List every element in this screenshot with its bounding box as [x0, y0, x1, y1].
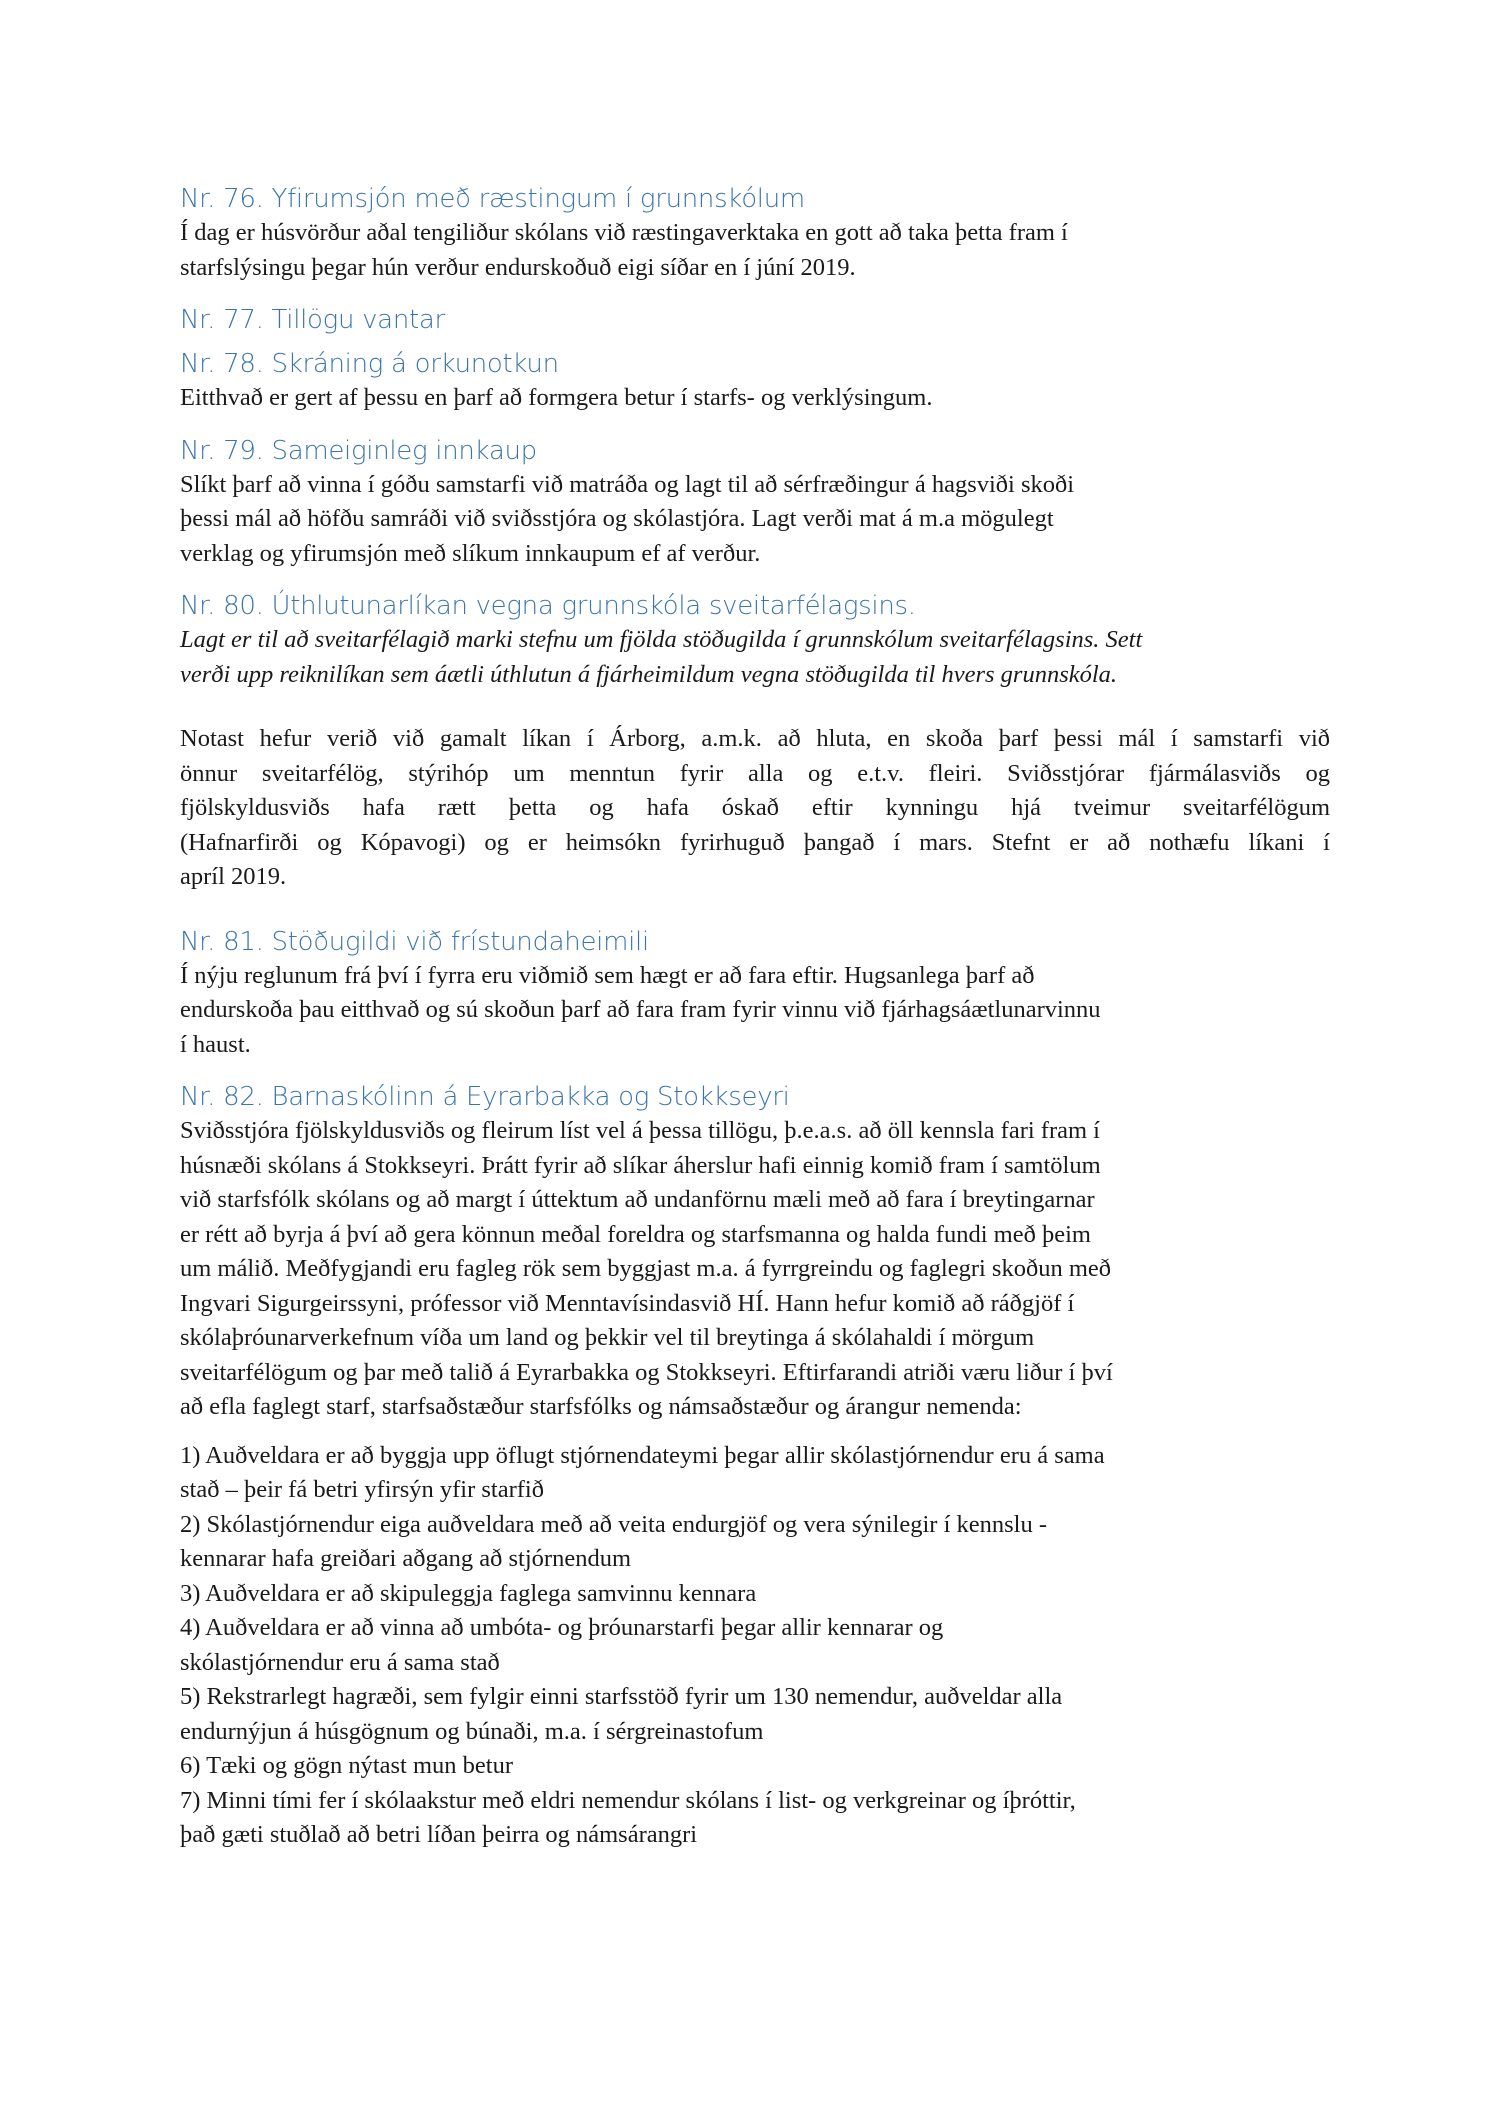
section-76-line-2: starfslýsingu þegar hún verður endurskoðuð eigi síðar en í júní 2019.	[180, 253, 856, 281]
section-82-line-3: við starfsfólk skólans og að margt í úttektum að undanförnu mæli með að fara í breytingarnar	[180, 1186, 1095, 1213]
numbered-list	[180, 1439, 1330, 1853]
list-item-7-line-2: það gæti stuðlað að betri líðan þeirra og námsárangri	[180, 1821, 698, 1848]
section-80-proposal-line-2: verði upp reiknilíkan sem áætli úthlutun á fjárheimildum vegna stöðugilda til hvers grunnskóla.	[180, 660, 1118, 688]
section-82-line-8: sveitarfélögum og þar með talið á Eyrarbakka og Stokkseyri. Eftirfarandi atriði væru liður í því	[180, 1358, 1113, 1386]
list-item-2-line-1: 2) Skólastjórnendur eiga auðveldara með að veita endurgjöf og vera sýnilegir í kennslu -	[180, 1510, 1047, 1538]
spacer	[180, 1425, 1330, 1439]
list-item-6	[180, 1749, 1330, 1784]
section-82-line-7: skólaþróunarverkefnum víða um land og þekkir vel til breytinga á skólahaldi í mörgum	[180, 1324, 1035, 1351]
list-item-1	[180, 1439, 1330, 1508]
section-79-line-2: þessi mál að höfðu samráði við sviðsstjóra og skólastjóra. Lagt verði mat á m.a mögulegt	[180, 505, 1054, 532]
list-item-1-line-1: 1) Auðveldara er að byggja upp öflugt stjórnendateymi þegar allir skólastjórnendur eru á sama	[180, 1441, 1105, 1469]
section-82-line-4: er rétt að byrja á því að gera könnun meðal foreldra og starfsmanna og halda fundi með þeim	[180, 1220, 1091, 1248]
list-item-5	[180, 1680, 1330, 1749]
section-82-line-1: Sviðsstjóra fjölskyldusviðs og fleirum líst vel á þessa tillögu, þ.e.a.s. að öll kennsla fari fram í	[180, 1117, 1100, 1144]
list-item-4-line-1: 4) Auðveldara er að vinna að umbóta- og þróunarstarfi þegar allir kennarar og	[180, 1614, 944, 1641]
section-81-line-1: Í nýju reglunum frá því í fyrra eru viðmið sem hægt er að fara eftir. Hugsanlega þarf að	[180, 961, 1035, 989]
section-heading-80: Nr. 80. Úthlutunarlíkan vegna grunnskóla sveitarfélagsins.	[180, 591, 916, 621]
list-item-3-line-1: 3) Auðveldara er að skipuleggja faglega samvinnu kennara	[180, 1579, 757, 1607]
section-80-line-1: Notast hefur verið við gamalt líkan í Árborg, a.m.k. að hluta, en skoða þarf þessi mál í samstarfi við	[180, 725, 1330, 752]
spacer	[180, 285, 1330, 303]
list-item-6-line-1: 6) Tæki og gögn nýtast mun betur	[180, 1752, 513, 1779]
section-heading-82: Nr. 82. Barnaskólinn á Eyrarbakka og Stokkseyri	[180, 1082, 790, 1112]
section-heading-77: Nr. 77. Tillögu vantar	[180, 305, 445, 335]
section-76-line-1: Í dag er húsvörður aðal tengiliður skólans við ræstingaverktaka en gott að taka þetta fram í	[180, 219, 1068, 246]
section-81-line-3: í haust.	[180, 1030, 251, 1058]
list-item-4	[180, 1611, 1330, 1680]
section-82-line-6: Ingvari Sigurgeirssyni, prófessor við Menntavísindasvið HÍ. Hann hefur komið að ráðgjöf í	[180, 1289, 1075, 1317]
section-81-line-2: endurskoða þau eitthvað og sú skoðun þarf að fara fram fyrir vinnu við fjárhagsáætlunarvinnu	[180, 996, 1101, 1023]
section-79-line-3: verklag og yfirumsjón með slíkum innkaupum ef af verður.	[180, 539, 761, 567]
spacer	[180, 692, 1330, 722]
section-80-line-3: fjölskyldusviðs hafa rætt þetta og hafa óskað eftir kynningu hjá tveimur sveitarfélögum	[180, 794, 1330, 821]
list-item-7	[180, 1784, 1330, 1853]
list-item-3	[180, 1577, 1330, 1612]
spacer	[180, 571, 1330, 589]
list-item-5-line-1: 5) Rekstrarlegt hagræði, sem fylgir einni starfsstöð fyrir um 130 nemendur, auðveldar alla	[180, 1683, 1063, 1710]
section-80-line-4: (Hafnarfirði og Kópavogi) og er heimsókn fyrirhuguð þangað í mars. Stefnt er að nothæfu líkani í	[180, 828, 1330, 856]
list-item-7-line-1: 7) Minni tími fer í skólaakstur með eldri nemendur skólans í list- og verkgreinar og íþróttir,	[180, 1786, 1076, 1814]
section-80-response	[180, 722, 1330, 895]
spacer	[180, 895, 1330, 925]
section-82-line-9: að efla faglegt starf, starfsaðstæður starfsfólks og námsaðstæður og árangur nemenda:	[180, 1393, 1022, 1420]
section-79-line-1: Slíkt þarf að vinna í góðu samstarfi við matráða og lagt til að sérfræðingur á hagsviði skoði	[180, 470, 1075, 498]
list-item-2-line-2: kennarar hafa greiðari aðgang að stjórnendum	[180, 1545, 632, 1572]
spacer	[180, 416, 1330, 434]
section-heading-78: Nr. 78. Skráning á orkunotkun	[180, 349, 559, 379]
section-80-line-2: önnur sveitarfélög, stýrihóp um menntun fyrir alla og e.t.v. fleiri. Sviðsstjórar fjármálasviðs og	[180, 759, 1330, 787]
section-heading-81: Nr. 81. Stöðugildi við frístundaheimili	[180, 926, 649, 957]
section-82-line-5: um málið. Meðfygjandi eru fagleg rök sem byggjast m.a. á fyrrgreindu og faglegri skoðun með	[180, 1255, 1111, 1282]
list-item-5-line-2: endurnýjun á húsgögnum og búnaði, m.a. í sérgreinastofum	[180, 1717, 764, 1745]
list-item-4-line-2: skólastjórnendur eru á sama stað	[180, 1648, 500, 1676]
list-item-1-line-2: stað – þeir fá betri yfirsýn yfir starfið	[180, 1476, 544, 1503]
spacer	[180, 1062, 1330, 1080]
section-heading-79: Nr. 79. Sameiginleg innkaup	[180, 435, 537, 466]
section-80-proposal-line-1: Lagt er til að sveitarfélagið marki stefnu um fjölda stöðugilda í grunnskólum sveitarfélagsins. Sett	[180, 626, 1143, 653]
list-item-2	[180, 1508, 1330, 1577]
document-page	[180, 182, 1330, 1853]
section-80-line-5: apríl 2019.	[180, 863, 287, 890]
section-heading-76: Nr. 76. Yfirumsjón með ræstingum í grunnskólum	[180, 184, 805, 214]
section-78-line-1: Eitthvað er gert af þessu en þarf að formgera betur í starfs- og verklýsingum.	[180, 384, 933, 411]
section-82-line-2: húsnæði skólans á Stokkseyri. Þrátt fyrir að slíkar áherslur hafi einnig komið fram í samtölum	[180, 1151, 1101, 1179]
